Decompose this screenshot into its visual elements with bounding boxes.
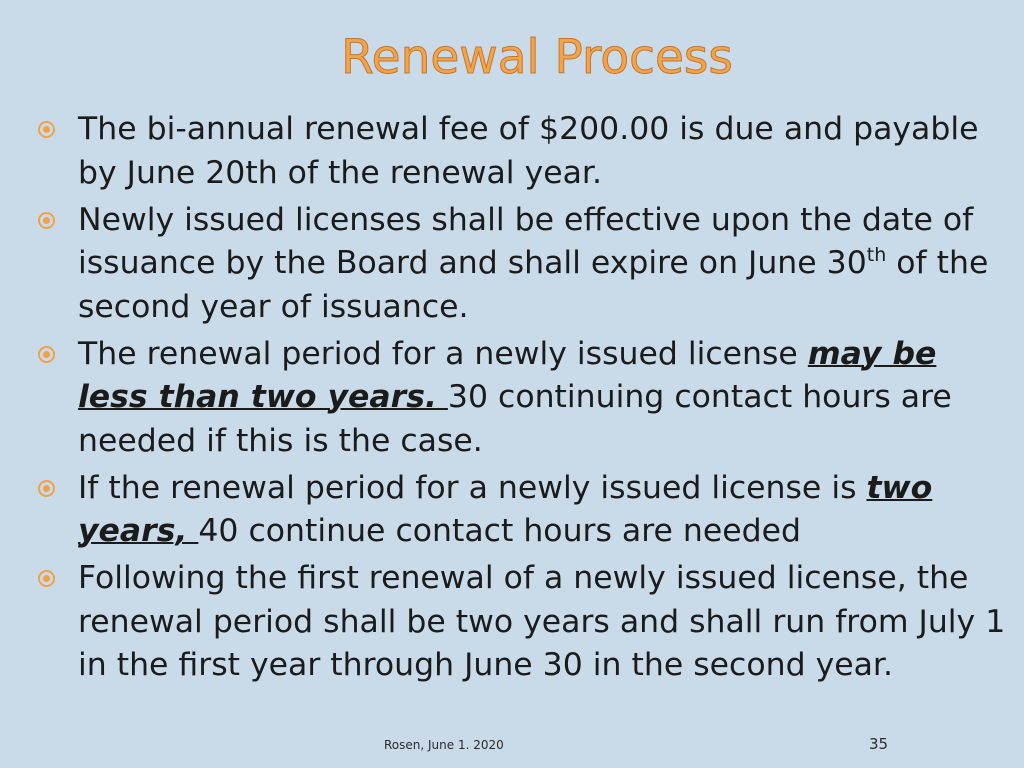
footer-text: Rosen, June 1. 2020 bbox=[384, 738, 504, 752]
page-number: 35 bbox=[869, 735, 889, 753]
circle-bullet-icon bbox=[38, 121, 55, 138]
bullet-text-continued: 30 continuing contact hours are needed if this is the case. bbox=[78, 379, 952, 459]
circle-bullet-icon bbox=[38, 480, 55, 497]
emphasis-text: two years, bbox=[78, 469, 933, 549]
bullet-text-continued: 40 continue contact hours are needed bbox=[198, 513, 801, 549]
bullet-text: The renewal period for a newly issued license bbox=[78, 335, 808, 372]
circle-bullet-icon bbox=[38, 212, 55, 229]
ordinal-superscript: th bbox=[866, 244, 887, 266]
bullet-text-continued: of the second year of issuance. bbox=[78, 245, 989, 325]
emphasis-text: may be less than two years. bbox=[78, 335, 937, 415]
bullet-text: Following the first renewal of a newly issued license, the renewal period shall be two years and shall run from July 1 in the first year through June 30 in the second year. bbox=[78, 560, 1006, 683]
bullet-list bbox=[38, 108, 1010, 691]
slide-title: Renewal Process bbox=[341, 30, 733, 85]
bullet-item-subsequent-renewal bbox=[38, 557, 1010, 688]
bullet-item-renewal-fee bbox=[38, 108, 1010, 195]
circle-bullet-icon bbox=[38, 346, 55, 363]
bullet-item-shorter-period bbox=[38, 333, 1010, 464]
bullet-text: Newly issued licenses shall be effective upon the date of issuance by the Board and shall expire on June 30 bbox=[78, 201, 974, 281]
bullet-text: The bi-annual renewal fee of $200.00 is due and payable by June 20th of the renewal year. bbox=[78, 111, 979, 191]
bullet-text: If the renewal period for a newly issued license is bbox=[78, 469, 867, 506]
circle-bullet-icon bbox=[38, 570, 55, 587]
bullet-item-new-licenses bbox=[38, 199, 1010, 330]
bullet-item-two-year-period bbox=[38, 467, 1010, 554]
